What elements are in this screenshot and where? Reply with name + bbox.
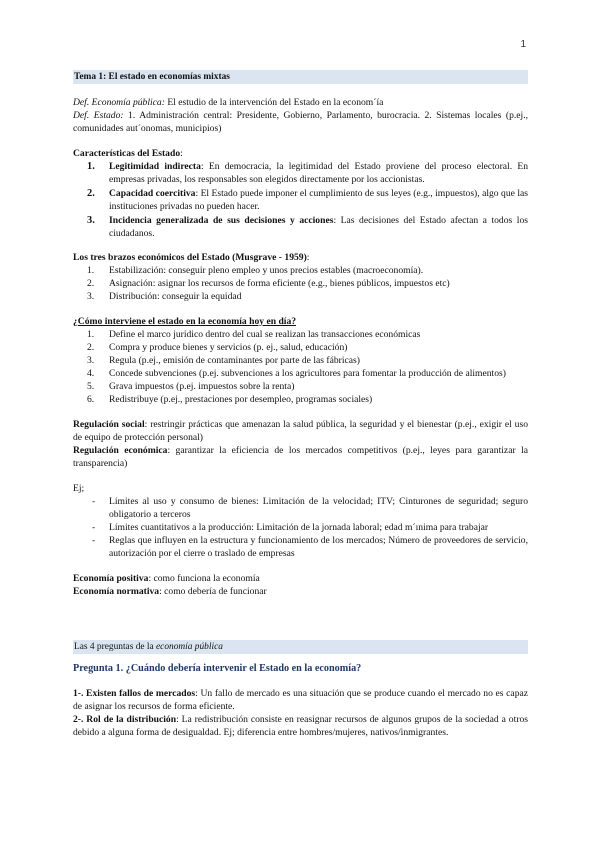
list-item: 3. Distribución: conseguir la equidad (87, 291, 242, 302)
definition-economia-publica: Def. Economía pública: El estudio de la intervención del Estado en la econom´ía (73, 97, 384, 108)
list-item: 3. Regula (p.ej., emisión de contaminantes por parte de las fábricas) (87, 355, 360, 366)
pregunta-1-heading: Pregunta 1. ¿Cuándo debería intervenir el Estado en la economía? (73, 663, 362, 674)
list-item: 2. Capacidad coercitiva: El Estado puede imponer el cumplimiento de sus leyes (e.g., impuestos), algo que las instituciones privadas no pueden hacer. (87, 188, 528, 212)
list-item: 1. Estabilización: conseguir pleno empleo y unos precios estables (macroeconomía). (87, 265, 424, 276)
list-item: 3. Incidencia generalizada de sus decisiones y acciones: Las decisiones del Estado afectan a todos los ciudadanos. (87, 215, 528, 239)
caracteristicas-heading: Características del Estado: (73, 148, 183, 159)
brazos-heading: Los tres brazos económicos del Estado (Musgrave - 1959): (73, 252, 310, 263)
list-item: - Límites al uso y consumo de bienes: Limitación de la velocidad; ITV; Cinturones de seguridad; seguro obligatorio a terceros (92, 496, 528, 520)
caracteristicas-list (73, 160, 528, 240)
tema-label: Tema 1 (74, 72, 104, 82)
list-item: 2. Asignación: asignar los recursos de forma eficiente (e.g., bienes públicos, impuestos etc) (87, 278, 450, 289)
list-item: 2. Compra y produce bienes y servicios (p. ej., salud, educación) (87, 342, 348, 353)
list-item: 5. Grava impuestos (p.ej. impuestos sobre la renta) (87, 381, 295, 392)
page-number: 1 (520, 39, 526, 50)
preguntas-prefix: Las 4 preguntas de la (74, 642, 157, 652)
list-item: 4. Concede subvenciones (p.ej. subvenciones a los agricultores para fomentar la producción de alimentos) (87, 368, 506, 379)
ejemplos-label: Ej; (73, 483, 85, 494)
economia-normativa: Economía normativa: como debería de funcionar (73, 586, 267, 597)
interviene-heading: ¿Cómo interviene el estado en la economía hoy en día? (73, 316, 297, 327)
regulacion-social: Regulación social: restringir prácticas que amenazan la salud pública, la seguridad y el bienestar (p.ej., exigir el uso de equipo de protección personal) (73, 419, 528, 443)
fallos-mercado: 1-. Existen fallos de mercados: Un fallo de mercado es una situación que se produce cuando el mercado no es capaz de asignar los recursos de forma eficiente. (73, 688, 529, 712)
tema-header (73, 70, 528, 84)
preguntas-header (73, 640, 528, 654)
tema-title: : El estado en economías mixtas (103, 72, 230, 82)
preguntas-italic: economía pública (156, 642, 223, 652)
rol-distribucion: 2-. Rol de la distribución: La redistribución consiste en reasignar recursos de algunos grupos de la sociedad a otros debido a alguna forma de desigualdad. Ej; diferencia entre hombres/mujeres, nativos/inmigrantes. (73, 714, 528, 738)
ejemplos-list (73, 495, 528, 560)
list-item: - Límites cuantitativos a la producción: Limitación de la jornada laboral; edad m´ınima para trabajar (92, 522, 489, 533)
brazos-list (73, 264, 528, 303)
list-item: 6. Redistribuye (p.ej., prestaciones por desempleo, programas sociales) (87, 394, 373, 405)
definition-estado: Def. Estado: 1. Administración central: Presidente, Gobierno, Parlamento, burocracia. 2. Sistemas locales (p.ej., comunidades aut´onomas, municipios) (73, 110, 528, 134)
economia-positiva: Economía positiva: como funciona la economía (73, 573, 260, 584)
list-item: - Reglas que influyen en la estructura y funcionamiento de los mercados; Número de proveedores de servicio, autorización por el cierre o traslado de empresas (92, 535, 528, 559)
list-item: 1. Define el marco jurídico dentro del cual se realizan las transacciones económicas (87, 329, 421, 340)
document-body (73, 70, 528, 739)
regulacion-economica: Regulación económica: garantizar la eficiencia de los mercados competitivos (p.ej., leyes para garantizar la transparencia) (73, 445, 528, 469)
interviene-list (73, 328, 528, 406)
list-item: 1. Legitimidad indirecta: En democracia, la legitimidad del Estado proviene del proceso electoral. En empresas privadas, los responsables son elegidos directamente por los accionistas. (87, 161, 528, 185)
